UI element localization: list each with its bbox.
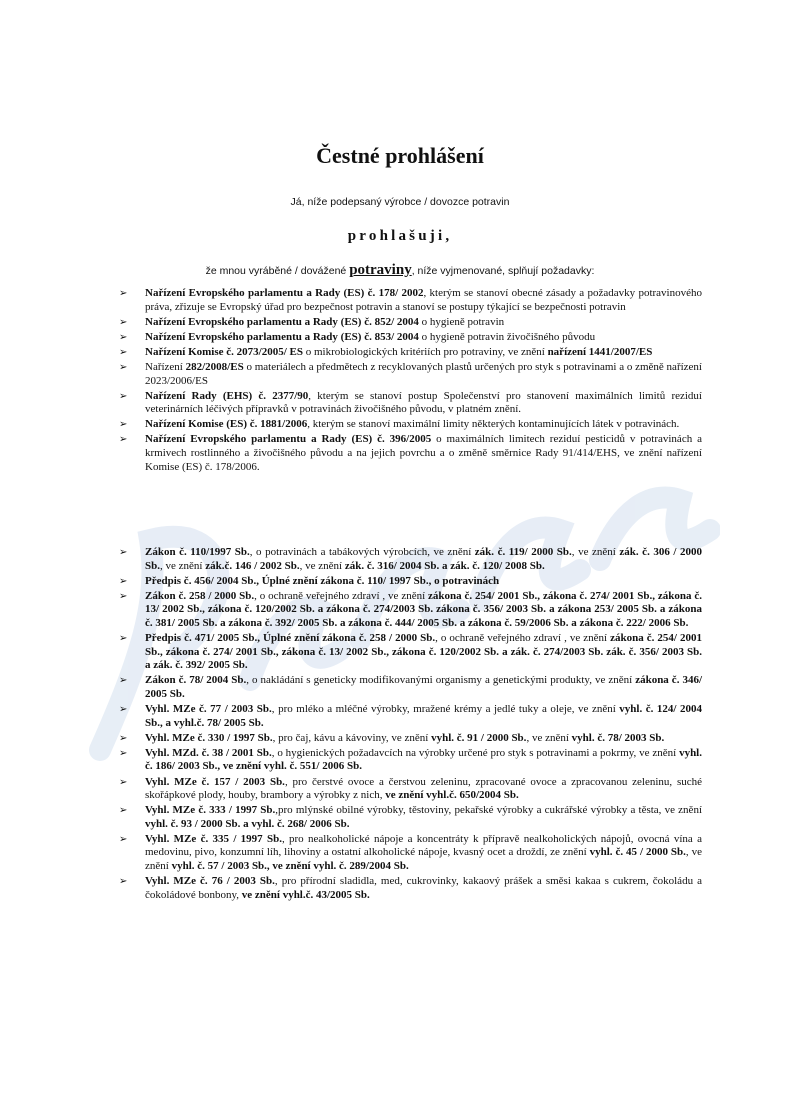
arrow-bullet-icon: ➢ [119, 288, 128, 299]
arrow-bullet-icon: ➢ [119, 805, 128, 817]
item-text: o hygieně potravin živočišného původu [418, 330, 596, 343]
statement-product: potraviny [349, 262, 412, 278]
item-text-bold: nařízení 1441/2007/ES [547, 345, 653, 358]
item-text-bold: Vyhl. MZd. č. 38 / 2001 Sb. [145, 746, 272, 759]
cz-regulations-list [119, 546, 702, 904]
list-item [119, 546, 702, 573]
item-text-bold: vyhl. č. 57 / 2003 Sb., ve znění vyhl. č. 289/2004 Sb. [171, 860, 409, 873]
arrow-bullet-icon: ➢ [119, 331, 128, 343]
arrow-bullet-icon: ➢ [119, 390, 128, 402]
list-item [119, 732, 702, 746]
list-item [119, 590, 702, 631]
item-text-bold: zák. č. 119/ 2000 Sb. [474, 546, 572, 558]
item-text-bold: Nařízení Evropského parlamentu a Rady (ES) č. 852/ 2004 [145, 315, 419, 328]
declaration-heading: prohlašuji, [347, 228, 453, 244]
item-text-bold: Vyhl. MZe č. 77 / 2003 Sb. [145, 703, 272, 716]
item-text-bold: zák. č. 306 / 2000 Sb. [145, 546, 702, 572]
arrow-bullet-icon: ➢ [119, 590, 128, 602]
item-text-bold: zákona č. 254/ 2001 Sb., zákona č. 274/ 2001 Sb., zákona č. 13/ 2002 Sb., zákona č. 120/2002 Sb. a zákona č. 274/2003 Sb. zákona č. 356/ 2003 Sb. a zákona 253/ 2005 Sb. a zákona č. 381/ 2005 Sb. a zákona č. 392/ 2005 Sb. a zákona č. 444/ 2005 Sb. a zákona č. 59/2006 Sb. a zákona č. 222/ 2006 Sb. [145, 589, 702, 629]
item-text: , o nakládání s geneticky modifikovanými organismy a genetickými produkty, ve znění [246, 674, 636, 687]
arrow-bullet-icon: ➢ [119, 704, 128, 716]
item-text: , ve znění [299, 559, 345, 572]
item-text-bold: zákona č. 346/ 2005 Sb. [145, 674, 703, 700]
item-text-bold: Nařízení Evropského parlamentu a Rady (ES) č. 396/2005 [145, 433, 432, 446]
list-item [119, 287, 702, 314]
list-item [119, 316, 702, 330]
item-text: , kterým se stanoví obecné zásady a požadavky potravinového práva, zřizuje se Evropský úřad pro bezpečnost potravin a stanoví se postupy týkající se bezpečnosti potravin [145, 287, 702, 313]
statement-text-after: , níže vyjmenované, splňují požadavky: [411, 265, 595, 277]
item-text: , pro mléko a mléčné výrobky, mražené krémy a jedlé tuky a oleje, ve znění [271, 703, 620, 716]
item-text: , ve znění [160, 559, 206, 572]
list-item [119, 433, 702, 474]
item-text: o materiálech a předmětech z recyklovaných plastů určených pro styk s potravinami a o změně nařízení 2023/2006/ES [145, 360, 702, 387]
list-item [119, 875, 702, 902]
arrow-bullet-icon: ➢ [119, 833, 128, 845]
list-item [119, 390, 702, 417]
list-item [119, 833, 702, 874]
arrow-bullet-icon: ➢ [119, 419, 128, 431]
arrow-bullet-icon: ➢ [119, 776, 128, 788]
item-text-bold: vyhl. č. 78/ 2003 Sb. [571, 731, 665, 744]
item-text-bold: vyhl. č. 91 / 2000 Sb. [431, 731, 527, 744]
item-text-bold: vyhl. č. 124/ 2004 Sb., a vyhl.č. 78/ 2005 Sb. [145, 703, 702, 729]
item-text-bold: ve znění vyhl.č. 650/2004 Sb. [385, 789, 519, 802]
item-text-bold: Zákon č. 78/ 2004 Sb. [145, 674, 247, 687]
list-item [119, 703, 702, 730]
item-text-bold: Vyhl. MZe č. 76 / 2003 Sb. [145, 875, 275, 888]
arrow-bullet-icon: ➢ [119, 633, 128, 645]
declaration-statement [0, 262, 800, 279]
item-text-bold: Vyhl. MZe č. 335 / 1997 Sb. [145, 832, 282, 845]
item-text-bold: Nařízení Evropského parlamentu a Rady (ES) č. 853/ 2004 [145, 330, 419, 343]
item-text: , ve znění [526, 731, 572, 744]
item-text: , pro přírodní sladidla, med, cukrovinky, kakaový prášek a směsi kakaa s cukrem, čokoládu a čokoládové bonbony, [145, 875, 702, 901]
item-text-bold: ve znění vyhl.č. 43/2005 Sb. [241, 888, 370, 901]
arrow-bullet-icon: ➢ [119, 575, 128, 587]
list-item [119, 331, 702, 345]
item-text: , ve znění [571, 546, 620, 558]
intro-line: Já, níže podepsaný výrobce / dovozce potravin [290, 196, 510, 208]
arrow-bullet-icon: ➢ [119, 732, 128, 744]
item-text-bold: zák.č. 146 / 2002 Sb. [205, 559, 300, 572]
item-text-bold: Nařízení Komise (ES) č. 1881/2006 [145, 418, 308, 431]
item-text-bold: Nařízení Komise č. 2073/2005/ ES [145, 345, 303, 358]
arrow-bullet-icon: ➢ [119, 747, 128, 759]
list-item [119, 632, 702, 673]
item-text-bold: Předpis č. 456/ 2004 Sb., Úplné znění zákona č. 110/ 1997 Sb., o potravinách [145, 574, 500, 587]
item-text: , o hygienických požadavcích na výrobky určené pro styk s potravinami a pokrmy, ve znění [271, 746, 680, 759]
arrow-bullet-icon: ➢ [119, 316, 128, 328]
list-item [119, 776, 702, 803]
arrow-bullet-icon: ➢ [119, 361, 128, 373]
item-text-bold: Předpis č. 471/ 2005 Sb., Úplné znění zákona č. 258 / 2000 Sb. [145, 632, 436, 645]
list-item [119, 575, 702, 589]
item-text: , ve znění [145, 846, 702, 873]
item-text-bold: zákona č. 254/ 2001 Sb., zákona č. 274/ 2001 Sb., zákona č. 13/ 2002 Sb., zákona č. 120/2002 Sb. a zák. č. 274/2003 Sb. zák. č. 356/ 2003 Sb. a zák. č. 392/ 2005 Sb. [145, 632, 702, 672]
item-text-bold: Zákon č. 110/1997 Sb. [145, 546, 250, 558]
item-text: ,pro mlýnské obilné výrobky, těstoviny, pekařské výrobky a cukrářské výrobky a těsta, ve znění [275, 804, 702, 817]
list-item [119, 747, 702, 774]
item-text: , pro čaj, kávu a kávoviny, ve znění [272, 731, 432, 744]
document-title: Čestné prohlášení [316, 143, 484, 168]
arrow-bullet-icon: ➢ [119, 547, 128, 558]
item-text: , o ochraně veřejného zdraví , ve znění [435, 632, 611, 645]
list-item [119, 361, 702, 388]
item-text: Nařízení [145, 360, 186, 373]
item-text: , o potravinách a tabákových výrobcích, ve znění [249, 546, 475, 558]
statement-text-before: že mnou vyráběné / dovážené [205, 265, 350, 277]
arrow-bullet-icon: ➢ [119, 346, 128, 358]
item-text-bold: Zákon č. 258 / 2000 Sb. [145, 589, 255, 602]
item-text-bold: Vyhl. MZe č. 333 / 1997 Sb. [145, 804, 276, 817]
list-item [119, 804, 702, 831]
item-text: , pro čerstvé ovoce a čerstvou zeleninu, zpracované ovoce a zpracovanou zeleninu, suché skořápkové plody, houby, brambory a výrobky z nich, [145, 775, 702, 802]
item-text-bold: vyhl. č. 186/ 2003 Sb., ve znění vyhl. č. 551/ 2006 Sb. [145, 746, 702, 773]
item-text-bold: Vyhl. MZe č. 157 / 2003 Sb. [145, 775, 285, 788]
item-text-bold: Nařízení Evropského parlamentu a Rady (ES) č. 178/ 2002 [145, 287, 424, 299]
list-item [119, 418, 702, 432]
item-text: o maximálních limitech reziduí pesticidů v potravinách a krmivech rostlinného a živočišného původu a na jejich povrchu a o změně směrnice Rady 91/414/EHS, ve znění nařízení Komise (ES) č. 178/2006. [145, 433, 702, 473]
item-text: , o ochraně veřejného zdraví , ve znění [254, 589, 429, 602]
arrow-bullet-icon: ➢ [119, 675, 128, 687]
item-text-bold: vyhl. č. 93 / 2000 Sb. a vyhl. č. 268/ 2006 Sb. [145, 817, 350, 830]
item-text-bold: 282/2008/ES [185, 360, 244, 373]
item-text: o mikrobiologických kritériích pro potraviny, ve znění [302, 345, 548, 358]
eu-regulations-list [119, 287, 702, 476]
list-item [119, 346, 702, 360]
arrow-bullet-icon: ➢ [119, 434, 128, 446]
item-text: o hygieně potravin [418, 315, 505, 328]
item-text-bold: zák. č. 316/ 2004 Sb. a zák. č. 120/ 2008 Sb. [344, 559, 545, 572]
item-text: , pro nealkoholické nápoje a koncentráty k přípravě nealkoholických nápojů, ovocná vína a medovinu, pivo, konzumní líh, lihoviny a ostatní alkoholické nápoje, kvasný ocet a droždí, ze znění [145, 832, 702, 859]
item-text-bold: vyhl. č. 45 / 2000 Sb. [589, 846, 686, 859]
item-text: , kterým se stanoví postup Společenství pro stanovení maximálních limitů reziduí veterinárních léčivých přípravků v potravinách živočišného původu, v platném znění. [145, 389, 702, 416]
arrow-bullet-icon: ➢ [119, 876, 128, 888]
item-text-bold: Nařízení Rady (EHS) č. 2377/90 [145, 389, 309, 402]
item-text-bold: Vyhl. MZe č. 330 / 1997 Sb. [145, 731, 273, 744]
list-item [119, 674, 702, 701]
item-text: , kterým se stanoví maximální limity některých kontaminujících látek v potravinách. [307, 418, 680, 431]
